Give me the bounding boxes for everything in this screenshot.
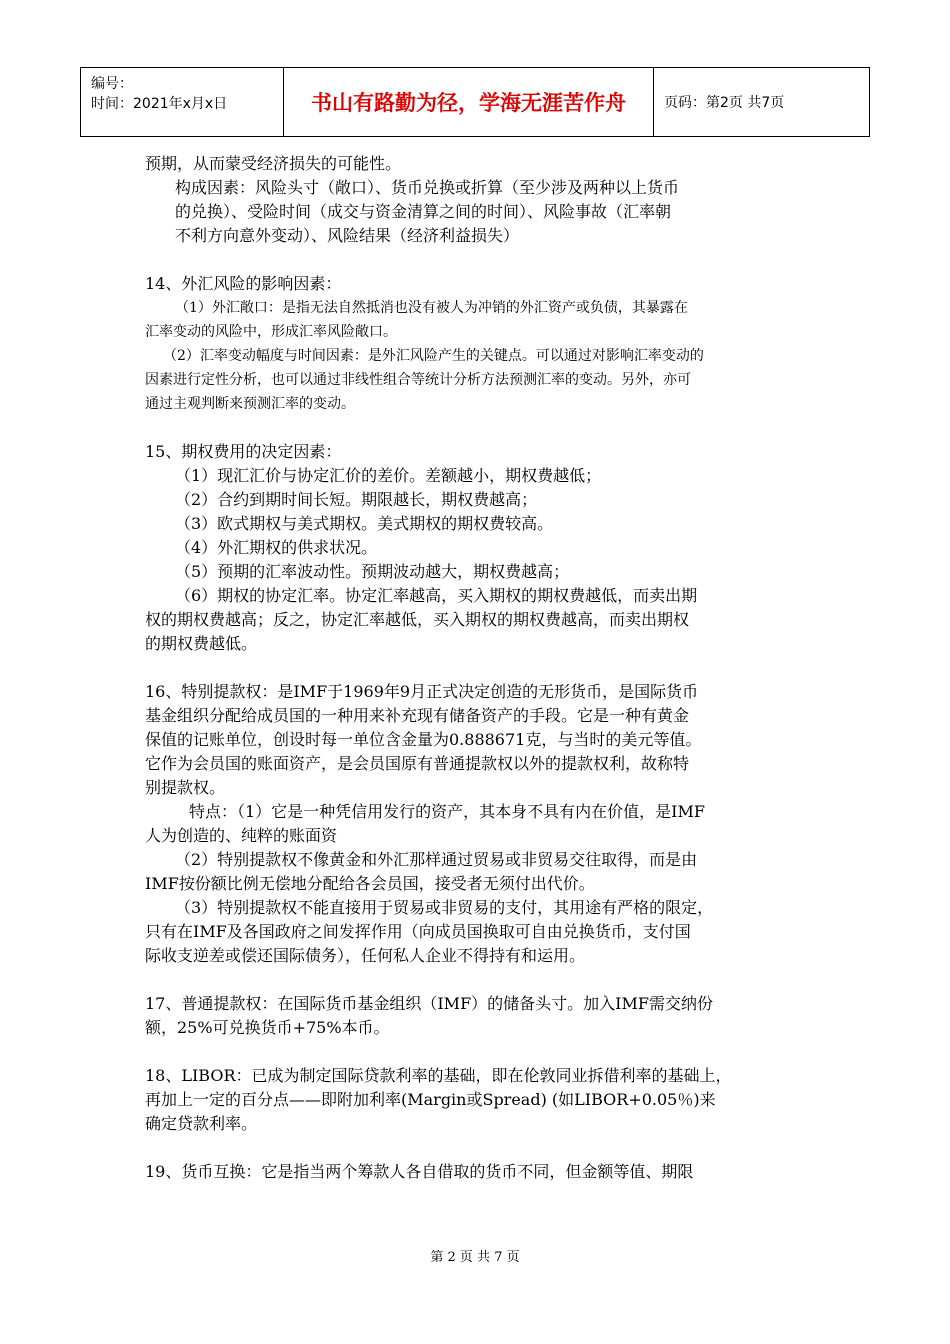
text-line: 权的期权费越高；反之，协定汇率越低，买入期权的期权费越高，而卖出期权 [145,610,690,629]
text-line: 预期，从而蒙受经济损失的可能性。 [145,154,402,173]
list-item: （3）欧式期权与美式期权。美式期权的期权费较高。 [175,514,554,533]
text-line: IMF按份额比例无偿地分配给各会员国，接受者无须付出代价。 [145,874,595,893]
text-line: 基金组织分配给成员国的一种用来补充现有储备资产的手段。它是一种有黄金 [145,706,690,725]
section-heading-14: 14、外汇风险的影响因素： [145,274,342,293]
list-item: （6）期权的协定汇率。协定汇率越高，买入期权的期权费越低，而卖出期 [175,586,698,605]
text-line: 保值的记账单位，创设时每一单位含金量为0.888671克，与当时的美元等值。 [145,730,702,749]
text-line: 人为创造的、纯粹的账面资 [145,826,338,845]
section-heading-18: 18、LIBOR：已成为制定国际贷款利率的基础，即在伦敦同业拆借利率的基础上， [145,1066,732,1085]
header-meta [81,68,284,136]
text-line: 的期权费越低。 [145,634,258,653]
text-line: 构成因素：风险头寸（敞口）、货币兑换或折算（至少涉及两种以上货币 [175,178,680,197]
text-line: （2）特别提款权不像黄金和外汇那样通过贸易或非贸易交往取得，而是由 [175,850,698,869]
section-heading-16: 16、特别提款权：是IMF于1969年9月正式决定创造的无形货币，是国际货币 [145,682,699,701]
header-page-number: 页码：第2页 共7页 [664,95,785,111]
text-line: 再加上一定的百分点——即附加利率(Margin或Spread) (如LIBOR+0.05％)来 [145,1090,716,1109]
section-heading-19: 19、货币互换：它是指当两个筹款人各自借取的货币不同，但金额等值、期限 [145,1162,694,1181]
text-line: （1）外汇敞口：是指无法自然抵消也没有被人为冲销的外汇资产或负债，其暴露在 [175,300,688,316]
text-line: 特点：（1）它是一种凭信用发行的资产，其本身不具有内在价值，是IMF [189,802,705,821]
section-heading-17: 17、普通提款权：在国际货币基金组织（IMF）的储备头寸。加入IMF需交纳份 [145,994,713,1013]
list-item: （2）合约到期时间长短。期限越长，期权费越高； [175,490,538,509]
text-line: 汇率变动的风险中，形成汇率风险敞口。 [145,324,397,340]
page-header [80,67,870,137]
text-line: 因素进行定性分析，也可以通过非线性组合等统计分析方法预测汇率的变动。另外，亦可 [145,372,691,388]
text-line: （2）汇率变动幅度与时间因素：是外汇风险产生的关键点。可以通过对影响汇率变动的 [163,348,704,364]
text-line: （3）特别提款权不能直接用于贸易或非贸易的支付，其用途有严格的限定， [175,898,714,917]
section-heading-15: 15、期权费用的决定因素： [145,442,342,461]
page-footer: 第 2 页 共 7 页 [430,1250,520,1265]
text-line: 它作为会员国的账面资产，是会员国原有普通提款权以外的提款权利，故称特 [145,754,690,773]
list-item: （4）外汇期权的供求状况。 [175,538,378,557]
text-line: 通过主观判断来预测汇率的变动。 [145,396,355,412]
header-motto: 书山有路勤为径，学海无涯苦作舟 [284,68,654,136]
document-date-label: 时间：2021年x月x日 [91,96,228,112]
text-line: 只有在IMF及各国政府之间发挥作用（向成员国换取可自由兑换货币，支付国 [145,922,691,941]
text-line: 确定贷款利率。 [145,1114,258,1133]
list-item: （5）预期的汇率波动性。预期波动越大，期权费越高； [175,562,570,581]
text-line: 不利方向意外变动）、风险结果（经济利益损失） [175,226,520,245]
text-line: 别提款权。 [145,778,226,797]
text-line: 际收支逆差或偿还国际债务），任何私人企业不得持有和运用。 [145,946,586,965]
text-line: 额，25%可兑换货币+75%本币。 [145,1018,390,1037]
document-number-label: 编号： [91,76,133,92]
document-body [145,152,815,1184]
text-line: 的兑换）、受险时间（成交与资金清算之间的时间）、风险事故（汇率朝 [175,202,672,221]
list-item: （1）现汇汇价与协定汇价的差价。差额越小，期权费越低； [175,466,602,485]
